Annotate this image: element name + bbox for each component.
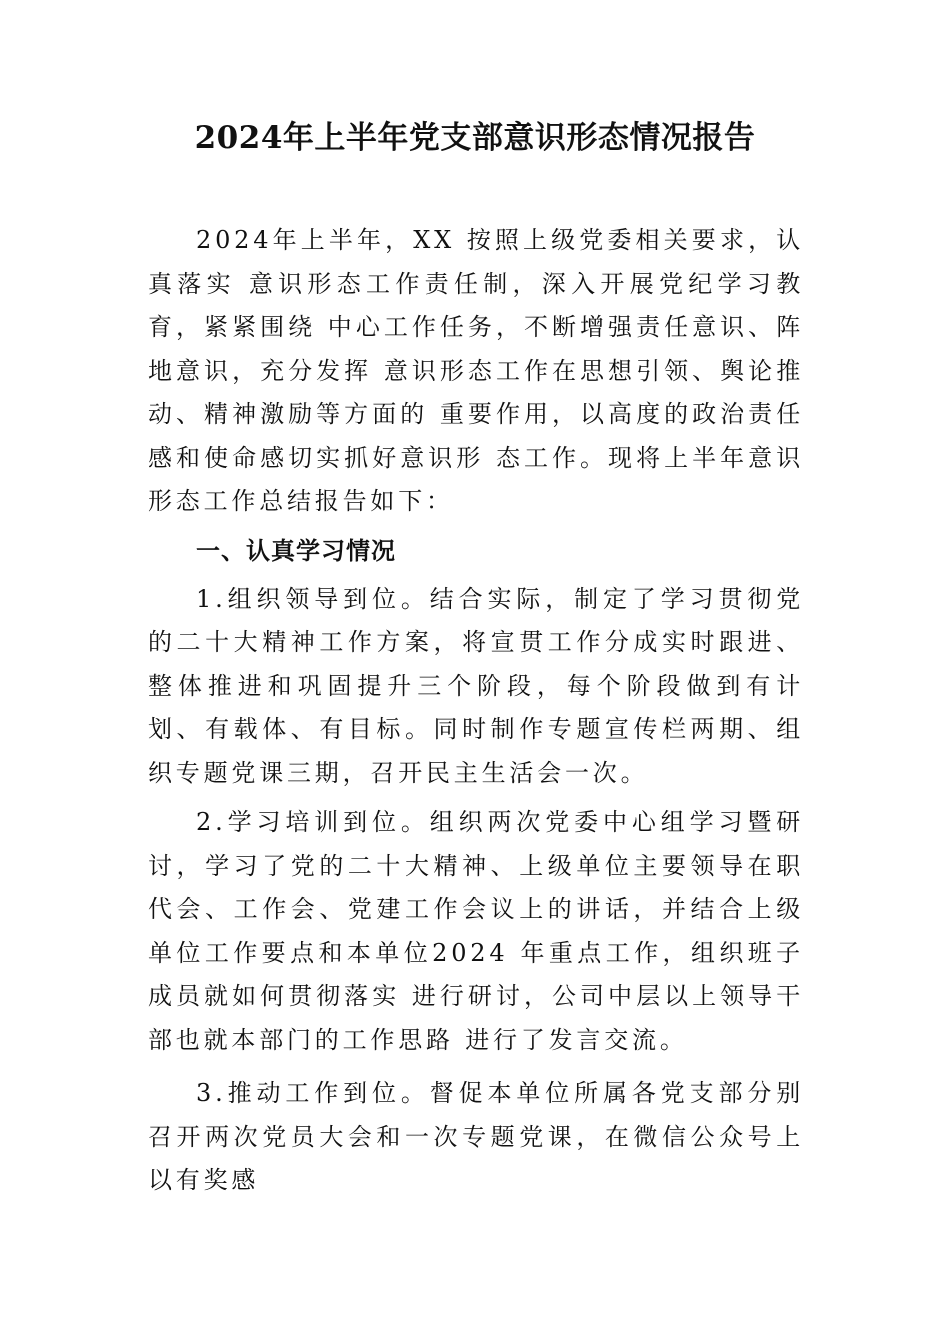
intro-paragraph: 2024年上半年，XX 按照上级党委相关要求，认真落实 意识形态工作责任制，深入开展党纪学习教育，紧紧围绕 中心工作任务，不断增强责任意识、阵地意识，充分发挥 意识形态工作在思想引领、舆论推动、精神激励等方面的 重要作用，以高度的政治责任感和使命感切实抓好意识形 态工作。现将上半年意识形态工作总结报告如下：: [148, 226, 804, 515]
item-paragraph-1: 1.组织领导到位。结合实际，制定了学习贯彻党的二十大精神工作方案，将宣贯工作分成实时跟进、整体推进和巩固提升三个阶段，每个阶段做到有计划、有载体、有目标。同时制作专题宣传栏两期、组织专题党课三期，召开民主生活会一次。: [148, 584, 804, 787]
item-paragraph-3: 3.推动工作到位。督促本单位所属各党支部分别召开两次党员大会和一次专题党课，在微信公众号上以有奖感: [148, 1079, 804, 1194]
section-heading: 一、认真学习情况: [196, 536, 396, 565]
item-paragraph-2: 2.学习培训到位。组织两次党委中心组学习暨研讨，学习了党的二十大精神、上级单位主要领导在职代会、工作会、党建工作会议上的讲话，并结合上级单位工作要点和本单位2024 年重点工作，组织班子成员就如何贯彻落实 进行研讨，公司中层以上领导干部也就本部门的工作思路 进行了发言交流。: [148, 808, 804, 1054]
document-title: 2024年上半年党支部意识形态情况报告: [194, 120, 756, 156]
document-body: [148, 219, 804, 1203]
